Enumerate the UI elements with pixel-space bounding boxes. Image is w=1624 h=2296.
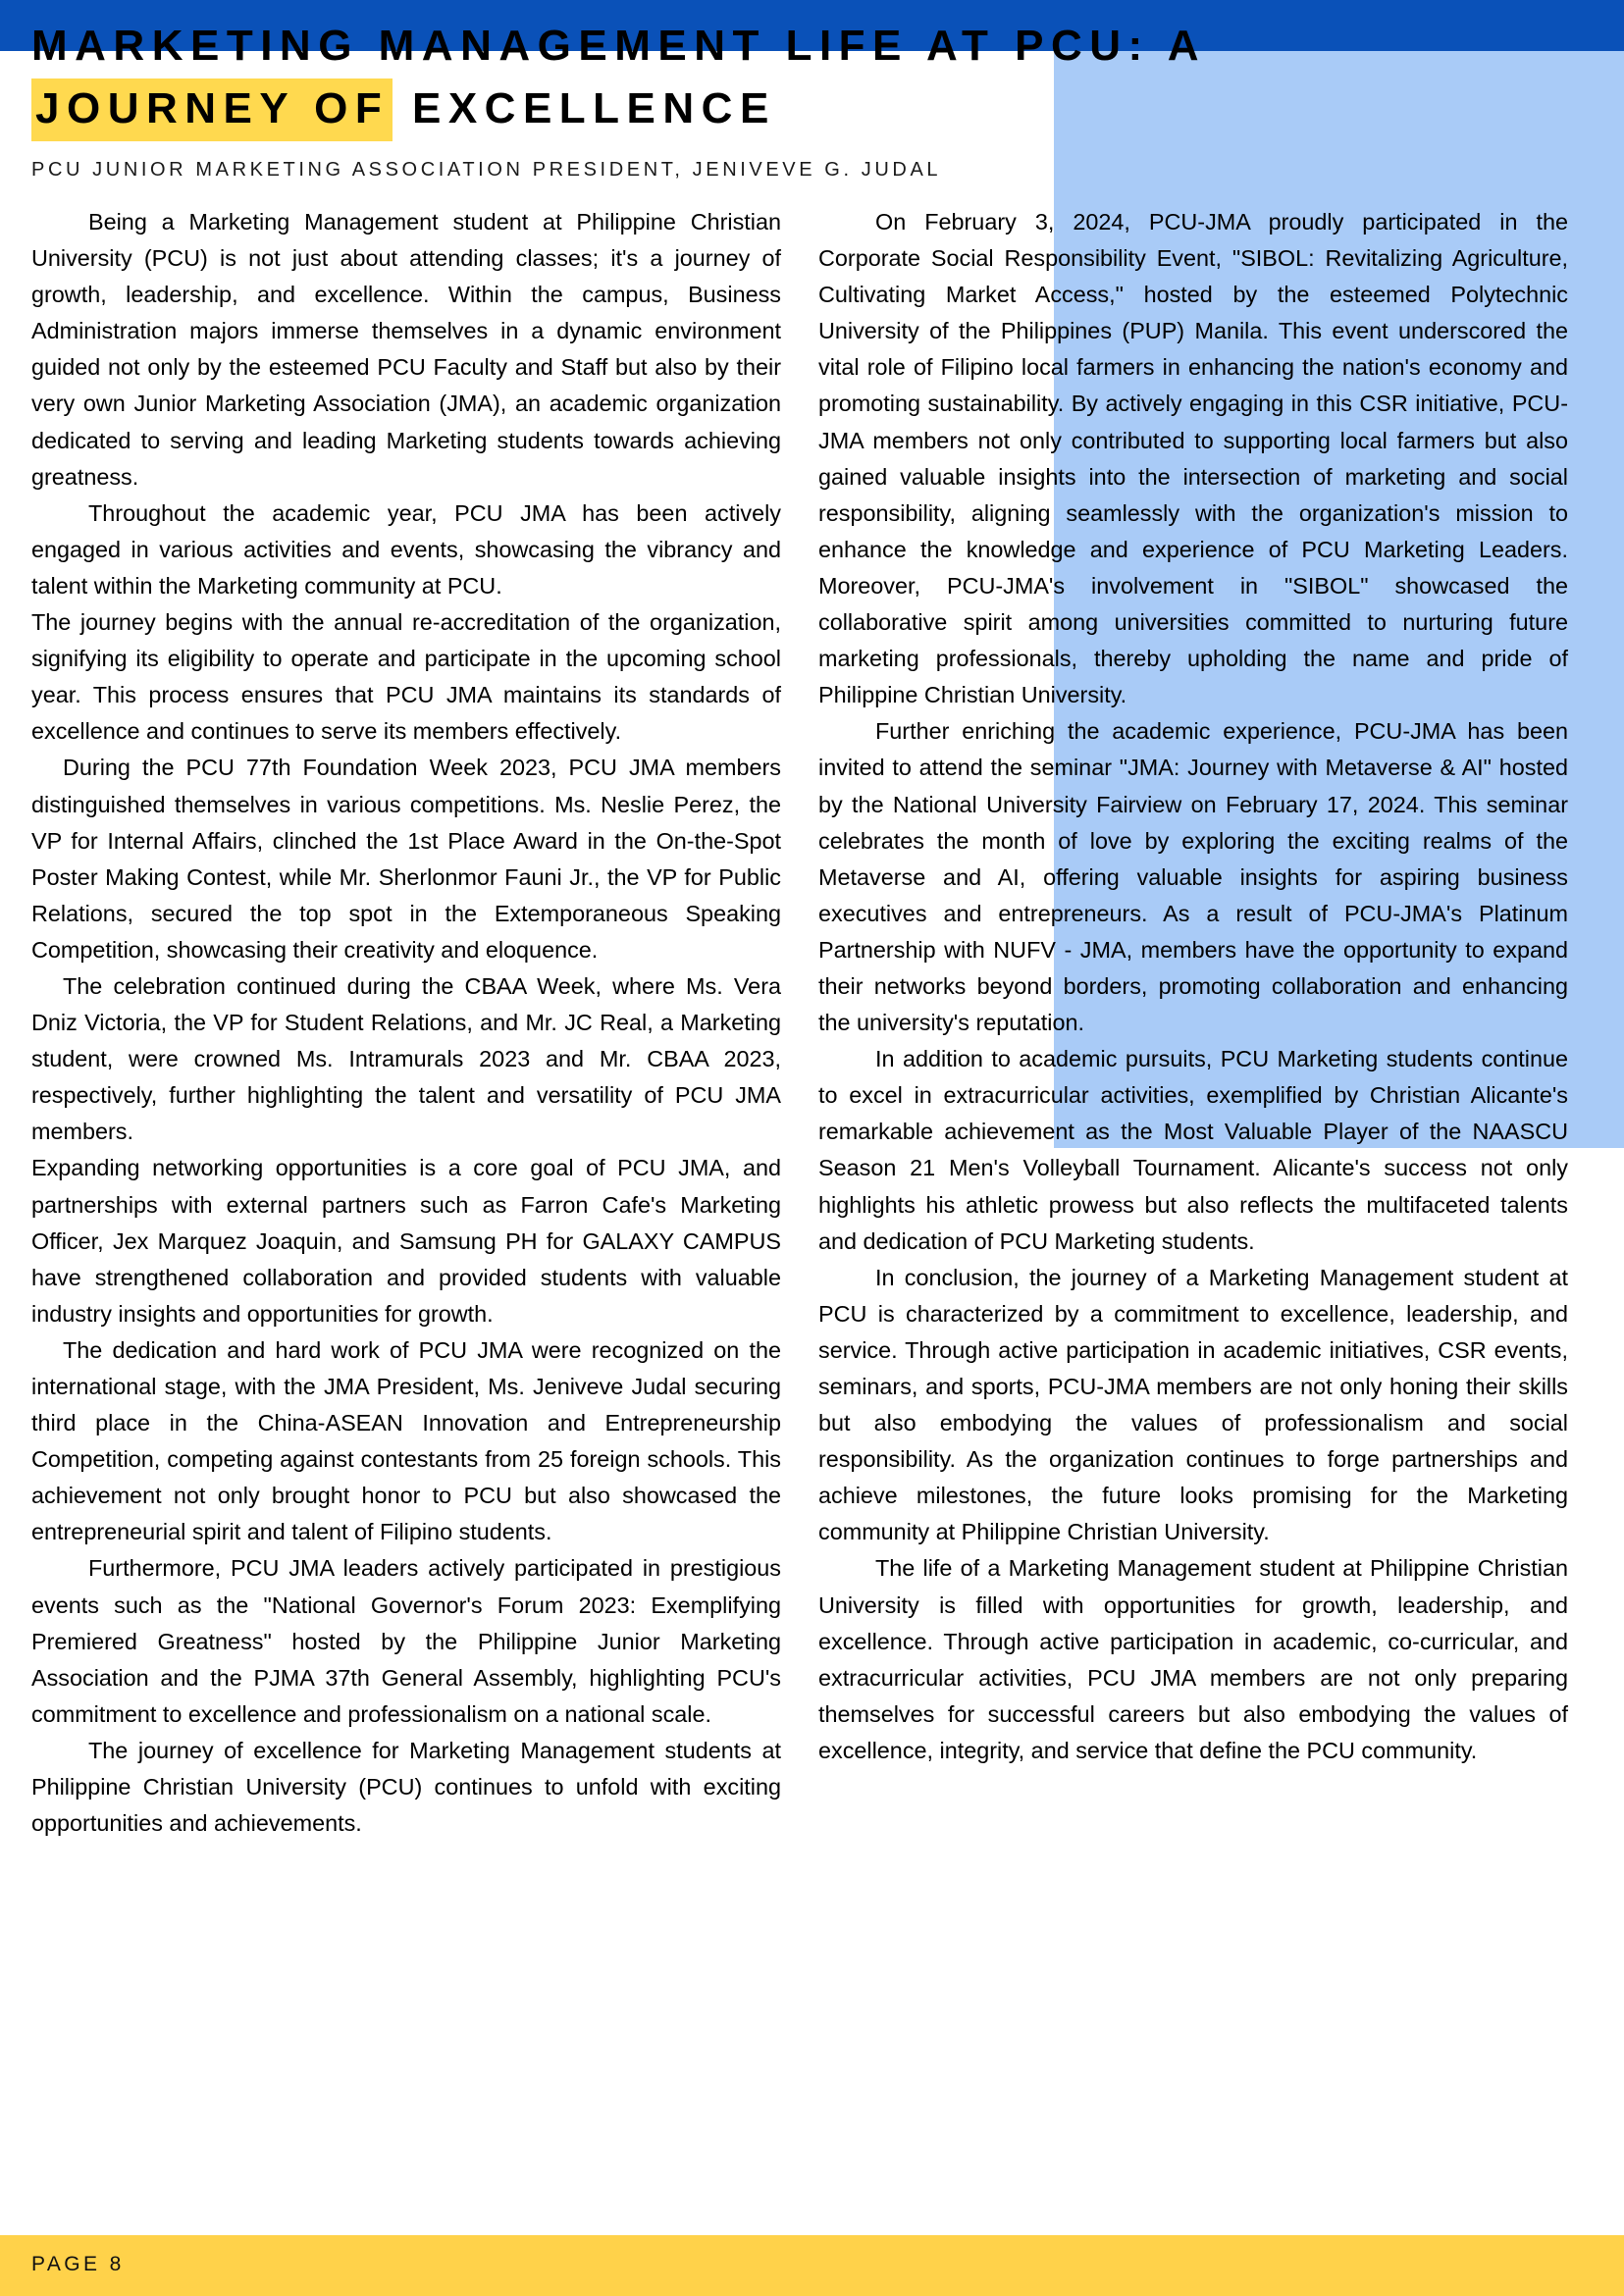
paragraph: The life of a Marketing Management student at Philippine Christian University is filled with opportunities for growth, leadership, and excellence. Through active participation in academic, co-curricular, and extracurricular activities, PCU JMA members are not only preparing themselves for successful careers but also embodying the values of excellence, integrity, and service that define the PCU community. xyxy=(818,1555,1568,1763)
masthead xyxy=(0,0,1207,182)
headline-highlight: JOURNEY OF xyxy=(31,78,393,141)
page-title xyxy=(31,18,1207,75)
paragraph: The celebration continued during the CBAA Week, where Ms. Vera Dniz Victoria, the VP for Student Relations, and Mr. JC Real, a Marketing student, were crowned Ms. Intramurals 2023 and Mr. CBAA 2023, respectively, further highlighting the talent and versatility of PCU JMA members. xyxy=(31,972,781,1145)
headline-rest: EXCELLENCE xyxy=(411,84,776,132)
paragraph: During the PCU 77th Foundation Week 2023, PCU JMA members distinguished themselves in various competitions. Ms. Neslie Perez, the VP for Internal Affairs, clinched the 1st Place Award in the On-the-Spot Poster Making Contest, while Mr. Sherlonmor Fauni Jr., the VP for Public Relations, secured the top spot in the Extemporaneous Speaking Competition, showcasing their creativity and eloquence. xyxy=(31,755,781,963)
left-column xyxy=(31,204,781,1842)
article-body xyxy=(0,204,1624,1842)
paragraph: In conclusion, the journey of a Marketing Management student at PCU is characterized by a commitment to excellence, leadership, and service. Through active participation in academic initiatives, CSR events, seminars, and sports, PCU-JMA members are not only honing their skills but also embodying the values of professionalism and social responsibility. As the organization continues to forge partnerships and achieve milestones, the future looks promising for the Marketing community at Philippine Christian University. xyxy=(818,1264,1568,1545)
page-footer xyxy=(0,2235,1624,2296)
paragraph: The dedication and hard work of PCU JMA were recognized on the international stage, with the JMA President, Ms. Jeniveve Judal securing third place in the China-ASEAN Innovation and Entrepreneurship Competition, competing against contestants from 25 foreign schools. This achievement not only brought honor to PCU but also showcased the entrepreneurial spirit and talent of Filipino students. xyxy=(31,1336,781,1545)
paragraph: The journey begins with the annual re-accreditation of the organization, signifying its eligibility to operate and participate in the upcoming school year. This process ensures that PCU JMA maintains its standards of excellence and continues to serve its members effectively. xyxy=(31,609,781,745)
paragraph: In addition to academic pursuits, PCU Marketing students continue to excel in extracurricular activities, exemplified by Christian Alicante's remarkable achievement as the Most Valuable Player of the NAASCU Season 21 Men's Volleyball Tournament. Alicante's success not only highlights his athletic prowess but also reflects the multifaceted talents and dedication of PCU Marketing students. xyxy=(818,1046,1568,1254)
paragraph: The journey of excellence for Marketing Management students at Philippine Christian University (PCU) continues to unfold with exciting opportunities and achievements. xyxy=(31,1737,781,1837)
page-title-line-2 xyxy=(31,80,1079,137)
byline: PCU JUNIOR MARKETING ASSOCIATION PRESIDENT, JENIVEVE G. JUDAL xyxy=(31,159,942,181)
paragraph: Being a Marketing Management student at Philippine Christian University (PCU) is not just about attending classes; it's a journey of growth, leadership, and excellence. Within the campus, Business Administration majors immerse themselves in a dynamic environment guided not only by the esteemed PCU Faculty and Staff but also by their very own Junior Marketing Association (JMA), an academic organization dedicated to serving and leading Marketing students towards achieving greatness. xyxy=(31,209,781,490)
paragraph: On February 3, 2024, PCU-JMA proudly participated in the Corporate Social Responsibility Event, "SIBOL: Revitalizing Agriculture, Cultivating Market Access," hosted by the esteemed Polytechnic University of the Philippines (PUP) Manila. This event underscored the vital role of Filipino local farmers in enhancing the nation's economy and promoting sustainability. By actively engaging in this CSR initiative, PCU-JMA members not only contributed to supporting local farmers but also gained valuable insights into the intersection of marketing and social responsibility, aligning seamlessly with the organization's mission to enhance the knowledge and experience of PCU Marketing Leaders. Moreover, PCU-JMA's involvement in "SIBOL" showcased the collaborative spirit among universities committed to nurturing future marketing professionals, thereby upholding the name and pride of Philippine Christian University. xyxy=(818,209,1568,708)
paragraph: Expanding networking opportunities is a core goal of PCU JMA, and partnerships with external partners such as Farron Cafe's Marketing Officer, Jex Marquez Joaquin, and Samsung PH for GALAXY CAMPUS have strengthened collaboration and provided students with valuable industry insights and opportunities for growth. xyxy=(31,1155,781,1327)
paragraph: Throughout the academic year, PCU JMA has been actively engaged in various activities and events, showcasing the vibrancy and talent within the Marketing community at PCU. xyxy=(31,499,781,599)
page-number-label: PAGE 8 xyxy=(31,2253,125,2275)
right-column xyxy=(818,204,1568,1842)
paragraph: Further enriching the academic experience, PCU-JMA has been invited to attend the seminar "JMA: Journey with Metaverse & AI" hosted by the National University Fairview on February 17, 2024. This seminar celebrates the month of love by exploring the exciting realms of the Metaverse and AI, offering valuable insights for aspiring business executives and entrepreneurs. As a result of PCU-JMA's Platinum Partnership with NUFV - JMA, members have the opportunity to expand their networks beyond borders, promoting collaboration and enhancing the university's reputation. xyxy=(818,718,1568,1036)
paragraph: Furthermore, PCU JMA leaders actively participated in prestigious events such as the "National Governor's Forum 2023: Exemplifying Premiered Greatness" hosted by the Philippine Junior Marketing Association and the PJMA 37th General Assembly, highlighting PCU's commitment to excellence and professionalism on a national scale. xyxy=(31,1555,781,1727)
headline-line-1: MARKETING MANAGEMENT LIFE AT PCU: A xyxy=(31,22,1207,70)
